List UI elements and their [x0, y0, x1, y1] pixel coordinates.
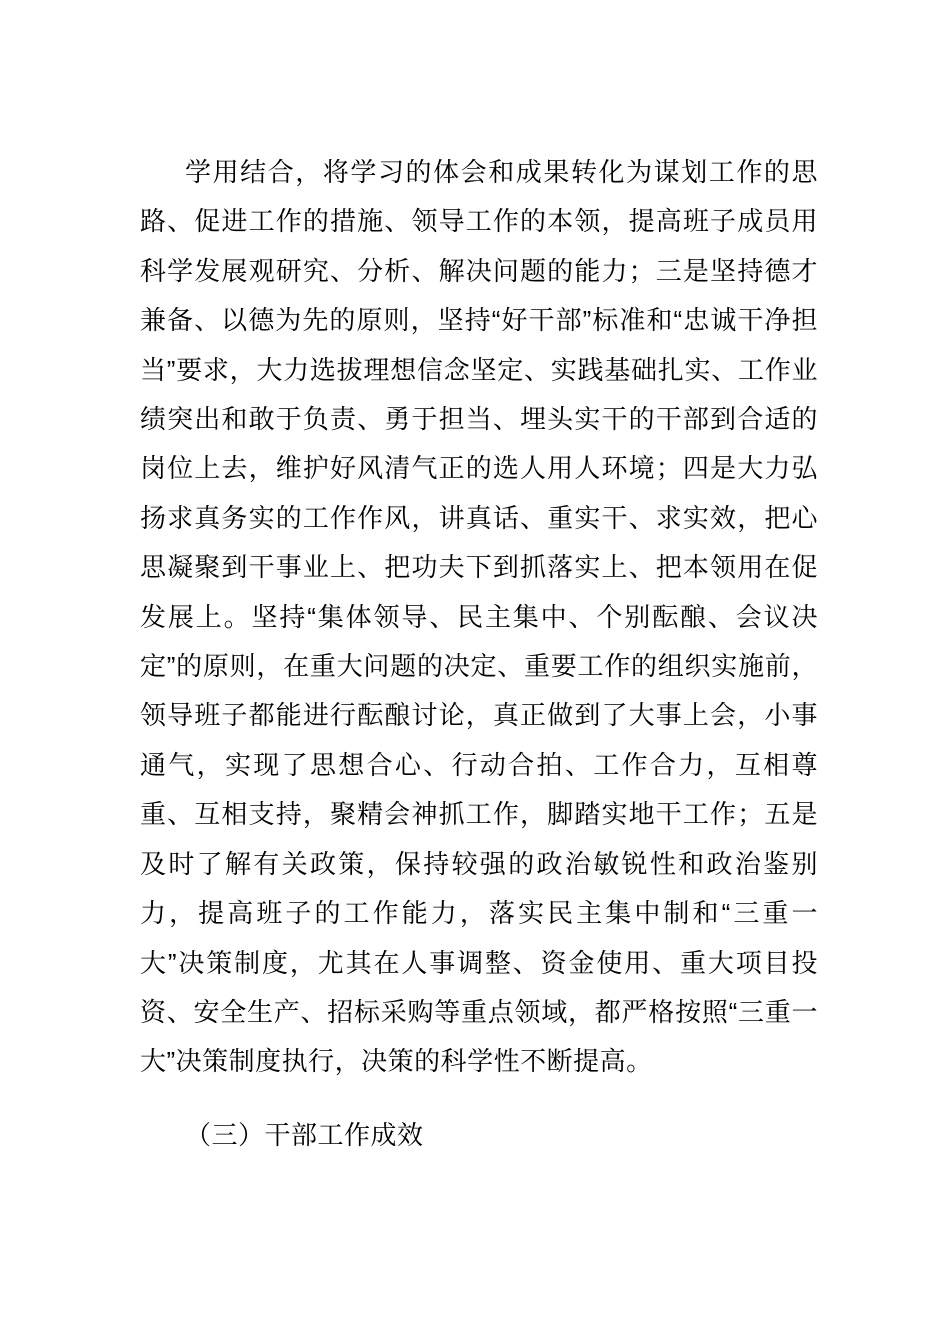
- page-content: [140, 148, 818, 1160]
- section-heading: （三）干部工作成效: [185, 1119, 424, 1150]
- body-paragraph: 学用结合，将学习的体会和成果转化为谋划工作的思路、促进工作的措施、领导工作的本领，提高班子成员用科学发展观研究、分析、解决问题的能力；三是坚持德才兼备、以德为先的原则，坚持“好干部”标准和“忠诚干净担当”要求，大力选拔理想信念坚定、实践基础扎实、工作业绩突出和敢于负责、勇于担当、埋头实干的干部到合适的岗位上去，维护好风清气正的选人用人环境；四是大力弘扬求真务实的工作作风，讲真话、重实干、求实效，把心思凝聚到干事业上、把功夫下到抓落实上、把本领用在促发展上。坚持“集体领导、民主集中、个别酝酿、会议决定”的原则，在重大问题的决定、重要工作的组织实施前，领导班子都能进行酝酿讨论，真正做到了大事上会，小事通气，实现了思想合心、行动合拍、工作合力，互相尊重、互相支持，聚精会神抓工作，脚踏实地干工作；五是及时了解有关政策，保持较强的政治敏锐性和政治鉴别力，提高班子的工作能力，落实民主集中制和“三重一大”决策制度，尤其在人事调整、资金使用、重大项目投资、安全生产、招标采购等重点领域，都严格按照“三重一大”决策制度执行，决策的科学性不断提高。: [140, 157, 818, 1077]
